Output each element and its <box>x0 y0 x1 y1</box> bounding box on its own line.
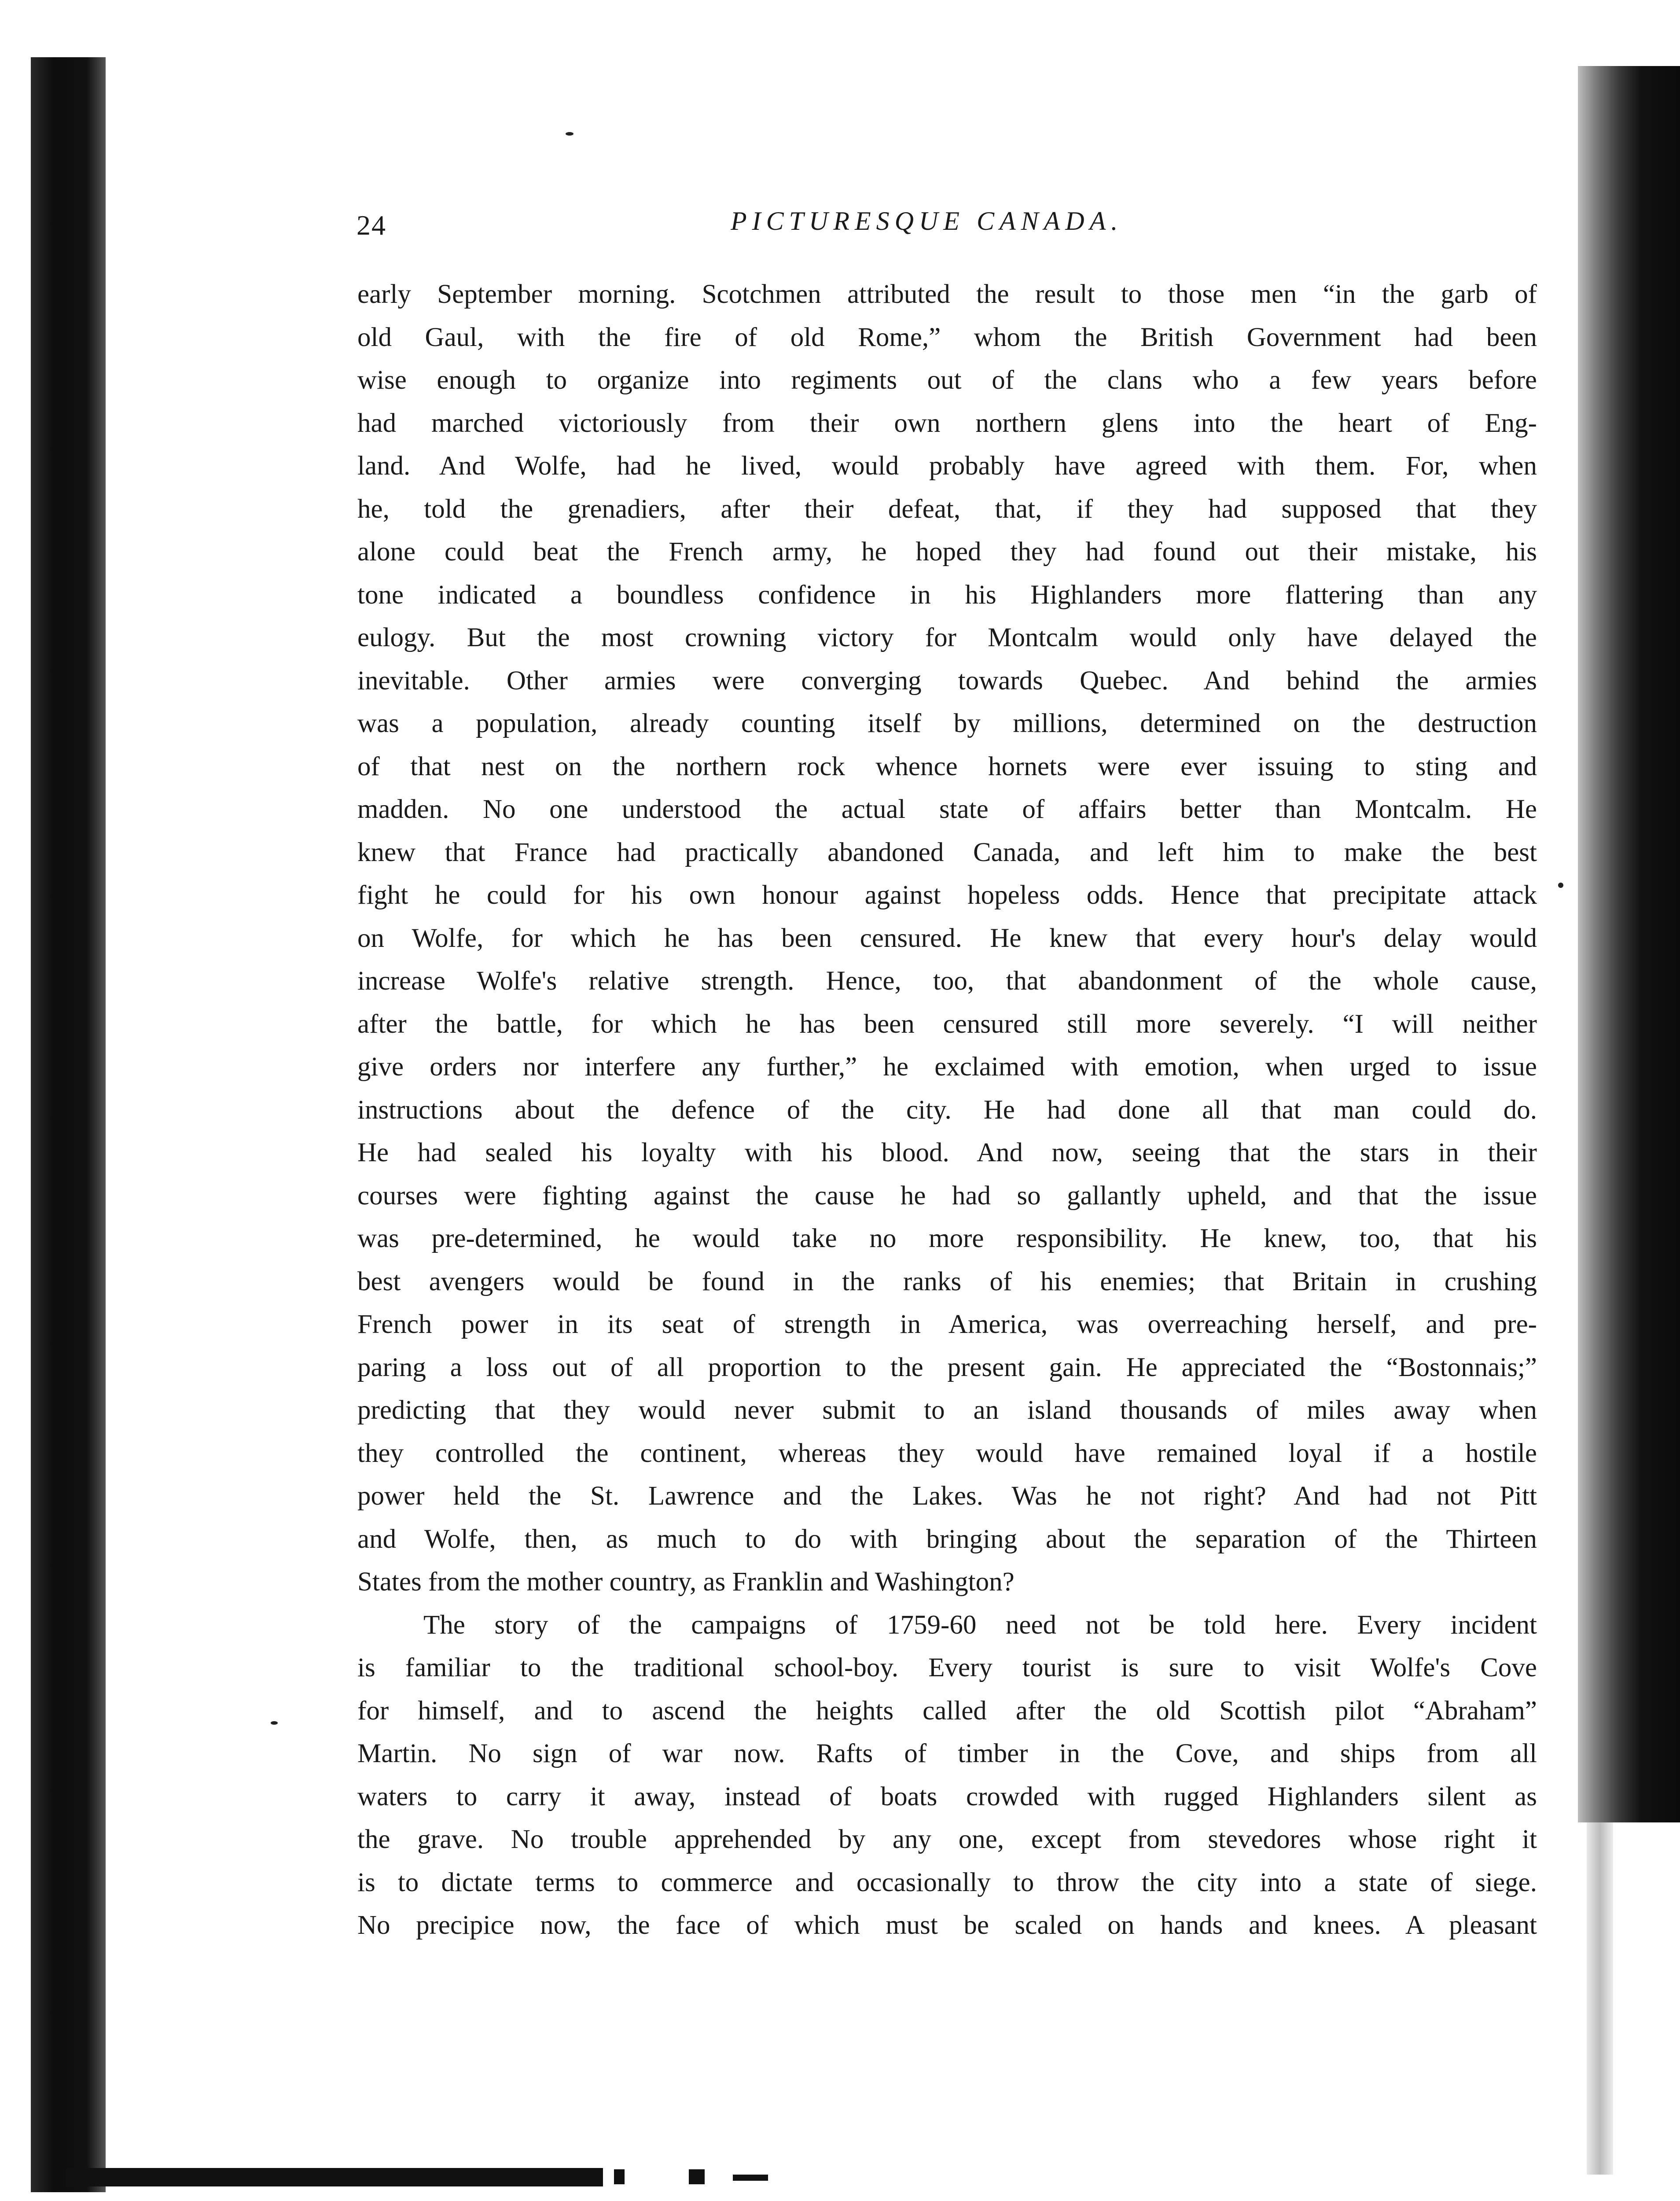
scan-edge-right-lower <box>1587 1822 1613 2175</box>
text-line: predicting that they would never submit to an island thousands of miles away when <box>357 1395 1537 1425</box>
text-line: was pre-determined, he would take no more responsibility. He knew, too, that his <box>357 1224 1537 1253</box>
scan-edge-left <box>31 57 106 2192</box>
text-line: give orders nor interfere any further,” he exclaimed with emotion, when urged to issue <box>357 1052 1537 1082</box>
text-line: wise enough to organize into regiments out of the clans who a few years before <box>357 365 1537 395</box>
text-line: inevitable. Other armies were converging towards Quebec. And behind the armies <box>357 666 1537 696</box>
speck <box>271 1721 278 1725</box>
text-line: knew that France had practically abandoned Canada, and left him to make the best <box>357 837 1537 867</box>
text-line: was a population, already counting itself by millions, determined on the destruction <box>357 709 1537 738</box>
text-line: He had sealed his loyalty with his blood. And now, seeing that the stars in their <box>357 1138 1537 1167</box>
scan-mark <box>614 2169 625 2184</box>
speck <box>566 132 573 136</box>
speck <box>1558 883 1563 888</box>
text-line: land. And Wolfe, had he lived, would probably have agreed with them. For, when <box>357 451 1537 481</box>
text-line: increase Wolfe's relative strength. Hence, too, that abandonment of the whole cause, <box>357 966 1537 996</box>
text-line: early September morning. Scotchmen attributed the result to those men “in the garb of <box>357 280 1537 309</box>
text-line: the grave. No trouble apprehended by any one, except from stevedores whose right it <box>357 1825 1537 1854</box>
text-line: old Gaul, with the fire of old Rome,” whom the British Government had been <box>357 322 1537 352</box>
text-line: courses were fighting against the cause he had so gallantly upheld, and that the issue <box>357 1181 1537 1211</box>
text-line: instructions about the defence of the city. He had done all that man could do. <box>357 1095 1537 1125</box>
text-line: best avengers would be found in the ranks of his enemies; that Britain in crushing <box>357 1266 1537 1296</box>
text-line: The story of the campaigns of 1759-60 need not be told here. Every incident <box>423 1610 1537 1640</box>
text-line: and Wolfe, then, as much to do with bringing about the separation of the Thirteen <box>357 1524 1537 1554</box>
text-line: Martin. No sign of war now. Rafts of timber in the Cove, and ships from all <box>357 1739 1537 1768</box>
body-text <box>357 273 1537 1947</box>
text-line: eulogy. But the most crowning victory for Montcalm would only have delayed the <box>357 623 1537 652</box>
scan-mark <box>689 2169 705 2184</box>
running-title: PICTURESQUE CANADA. <box>731 206 1123 236</box>
text-line: is to dictate terms to commerce and occasionally to throw the city into a state of siege. <box>357 1867 1537 1897</box>
scan-mark <box>733 2175 768 2181</box>
text-line: on Wolfe, for which he has been censured. He knew that every hour's delay would <box>357 923 1537 953</box>
text-line: after the battle, for which he has been censured still more severely. “I will neither <box>357 1009 1537 1039</box>
text-line: is familiar to the traditional school-boy. Every tourist is sure to visit Wolfe's Cove <box>357 1653 1537 1682</box>
text-line: had marched victoriously from their own northern glens into the heart of Eng- <box>357 408 1537 438</box>
page-number: 24 <box>357 210 386 241</box>
text-line: madden. No one understood the actual state of affairs better than Montcalm. He <box>357 795 1537 824</box>
text-line: paring a loss out of all proportion to the present gain. He appreciated the “Bostonnais;” <box>357 1352 1537 1382</box>
text-line: French power in its seat of strength in America, was overreaching herself, and pre- <box>357 1310 1537 1339</box>
text-line: States from the mother country, as Franklin and Washington? <box>357 1567 1015 1597</box>
text-line: alone could beat the French army, he hoped they had found out their mistake, his <box>357 537 1537 567</box>
scan-edge-bottom <box>66 2168 603 2186</box>
text-line: he, told the grenadiers, after their defeat, that, if they had supposed that they <box>357 494 1537 524</box>
text-line: fight he could for his own honour against hopeless odds. Hence that precipitate attack <box>357 880 1537 910</box>
scan-edge-right <box>1578 66 1680 1822</box>
text-line: for himself, and to ascend the heights called after the old Scottish pilot “Abraham” <box>357 1696 1537 1726</box>
text-line: tone indicated a boundless confidence in his Highlanders more flattering than any <box>357 580 1537 610</box>
text-line: they controlled the continent, whereas they would have remained loyal if a hostile <box>357 1438 1537 1468</box>
text-line: power held the St. Lawrence and the Lakes. Was he not right? And had not Pitt <box>357 1481 1537 1511</box>
text-line: of that nest on the northern rock whence hornets were ever issuing to sting and <box>357 751 1537 781</box>
text-line: No precipice now, the face of which must be scaled on hands and knees. A pleasant <box>357 1910 1537 1940</box>
text-line: waters to carry it away, instead of boats crowded with rugged Highlanders silent as <box>357 1781 1537 1811</box>
